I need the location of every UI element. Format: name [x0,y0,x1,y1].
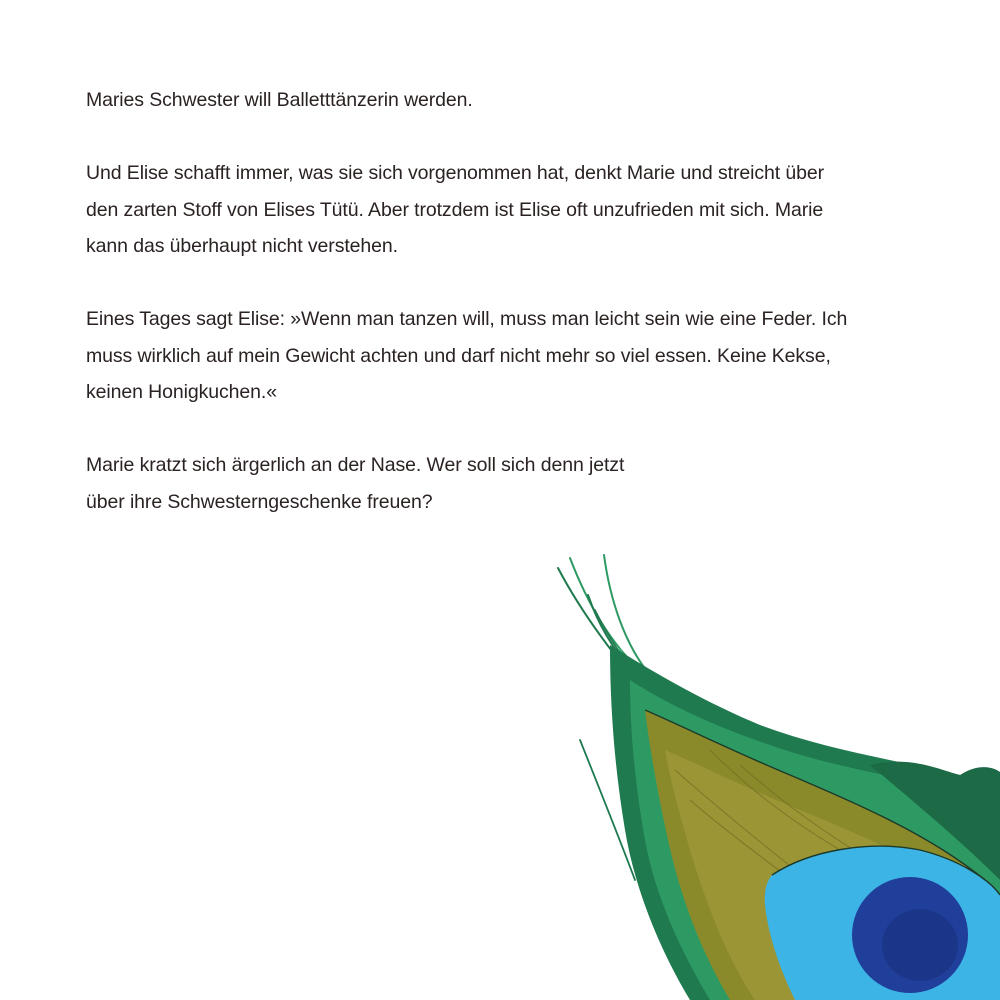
text-line: Und Elise schafft immer, was sie sich vorgenommen hat, denkt Marie und streicht über [86,162,824,184]
text-line: Marie kratzt sich ärgerlich an der Nase. Wer soll sich denn jetzt [86,454,625,476]
text-line: den zarten Stoff von Elises Tütü. Aber trotzdem ist Elise oft unzufrieden mit sich. Marie [86,198,824,221]
peacock-feather-illustration [540,550,1000,1000]
story-text [86,82,916,557]
text-line: keinen Honigkuchen.« [86,381,277,403]
text-line: muss wirklich auf mein Gewicht achten und darf nicht mehr so viel essen. Keine Kekse, [86,344,831,367]
text-line: Eines Tages sagt Elise: »Wenn man tanzen will, muss man leicht sein wie eine Feder. Ich [86,308,848,330]
paragraph-3 [86,301,916,411]
text-line: kann das überhaupt nicht verstehen. [86,235,398,257]
paragraph-4 [86,447,916,520]
text-line: Maries Schwester will Balletttänzerin werden. [86,89,473,111]
text-line: über ihre Schwesterngeschenke freuen? [86,490,433,513]
paragraph-1 [86,82,916,119]
paragraph-2 [86,155,916,265]
